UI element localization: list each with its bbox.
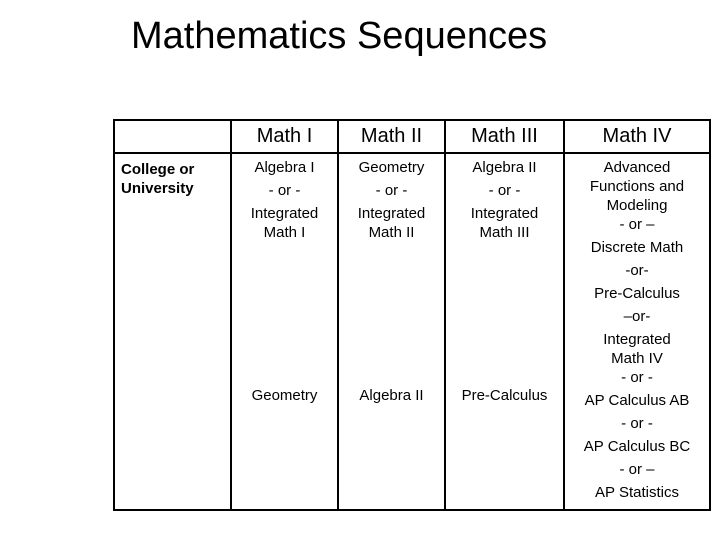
cell-math-ii bbox=[338, 153, 445, 510]
course-option: Math IV bbox=[611, 350, 663, 367]
math-sequences-table bbox=[113, 119, 711, 511]
course-option: Integrated bbox=[250, 205, 319, 222]
or-separator: - or - bbox=[621, 369, 653, 386]
course-option: Geometry bbox=[358, 159, 425, 176]
course-option: AP Statistics bbox=[595, 484, 679, 501]
course-option: Math I bbox=[263, 224, 306, 241]
course-option: Algebra I bbox=[254, 159, 315, 176]
cell-math-iii bbox=[445, 153, 564, 510]
header-math-iv: Math IV bbox=[564, 120, 710, 153]
or-separator: –or- bbox=[623, 308, 651, 325]
or-separator: -or- bbox=[625, 262, 649, 279]
course-option-lower: Geometry bbox=[251, 387, 318, 404]
course-option: Algebra II bbox=[472, 159, 537, 176]
course-option: Math II bbox=[368, 224, 415, 241]
or-separator: - or - bbox=[375, 182, 408, 199]
or-separator: - or - bbox=[268, 182, 301, 199]
course-option: Modeling bbox=[606, 197, 668, 214]
course-option: AP Calculus BC bbox=[583, 438, 691, 455]
header-math-i: Math I bbox=[231, 120, 338, 153]
cell-math-i bbox=[231, 153, 338, 510]
or-separator: - or - bbox=[621, 415, 653, 432]
course-option: Integrated bbox=[357, 205, 426, 222]
course-option-lower: Pre-Calculus bbox=[461, 387, 548, 404]
or-separator: - or – bbox=[619, 216, 655, 233]
cell-math-iv bbox=[564, 153, 710, 510]
header-math-ii: Math II bbox=[338, 120, 445, 153]
course-option: Integrated bbox=[470, 205, 539, 222]
course-option: Advanced bbox=[603, 159, 671, 176]
row-label-college-or-university bbox=[114, 153, 231, 510]
course-option: Discrete Math bbox=[590, 239, 684, 256]
course-option-lower: Algebra II bbox=[359, 387, 424, 404]
page-title: Mathematics Sequences bbox=[131, 15, 548, 57]
corner-cell bbox=[114, 120, 231, 153]
course-option: Pre-Calculus bbox=[594, 285, 680, 302]
header-math-iii: Math III bbox=[445, 120, 564, 153]
course-option: Integrated bbox=[603, 331, 671, 348]
row-label-line: College or bbox=[121, 161, 195, 178]
course-option: AP Calculus AB bbox=[584, 392, 690, 409]
or-separator: - or – bbox=[619, 461, 655, 478]
table-row-college bbox=[114, 153, 710, 510]
row-label-line: University bbox=[121, 180, 194, 197]
course-option: Functions and bbox=[589, 178, 685, 195]
course-option: Math III bbox=[479, 224, 530, 241]
header-row bbox=[114, 120, 710, 153]
or-separator: - or - bbox=[488, 182, 521, 199]
